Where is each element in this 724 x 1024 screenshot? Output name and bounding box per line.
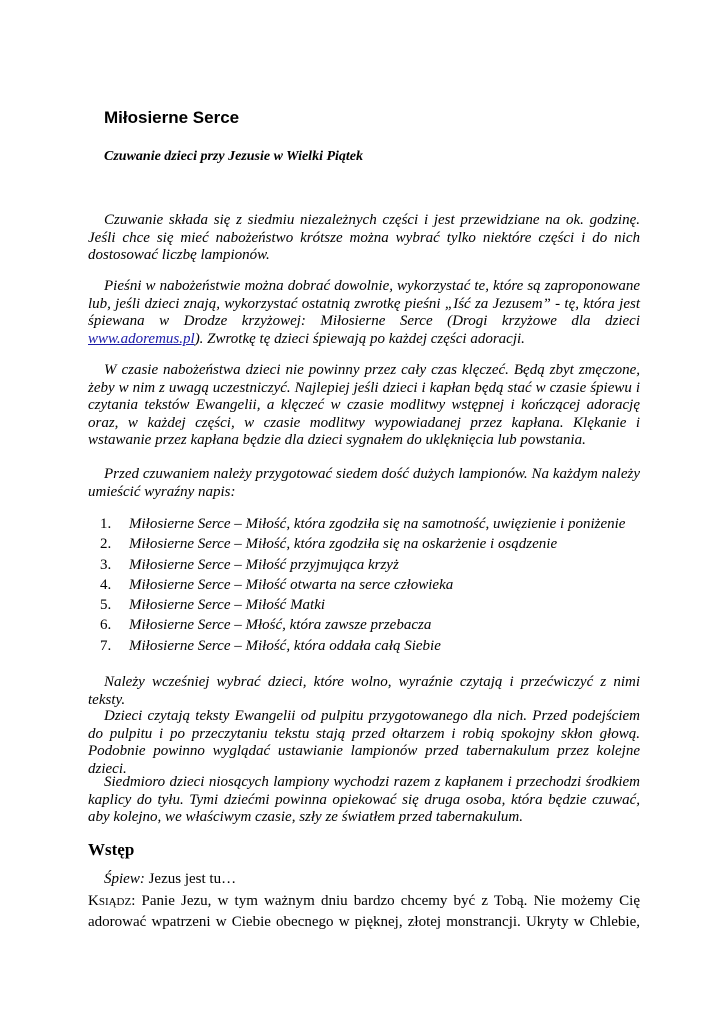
list-item-text: Miłosierne Serce – Miłość Matki: [129, 597, 326, 614]
list-item-text: Miłosierne Serce – Miłość otwarta na serce człowieka: [129, 576, 454, 593]
song-line: [104, 871, 236, 889]
list-item: [100, 555, 625, 575]
list-item-text: Miłosierne Serce – Miłość, która oddała całą Siebie: [129, 637, 441, 654]
gospel-reading-paragraph: Dzieci czytają teksty Ewangelii od pulpitu przygotowanego dla nich. Przed podejściem do pulpitu i po przeczytaniu tekstu stają przed ołtarzem i robią spokojny skłon głową. Podobnie powinno wyglądać ustawianie lampionów przed tabernakulum przez kolejne dzieci.: [88, 708, 640, 777]
list-item-number: 7.: [100, 637, 112, 654]
list-item: [100, 615, 625, 635]
list-item-number: 3.: [100, 556, 112, 573]
priest-speech: [88, 891, 640, 933]
songs-paragraph-text: Pieśni w nabożeństwie można dobrać dowolnie, wykorzystać te, które są zaproponowane lub, jeśli dzieci znają, wykorzystać ostatnią zwrotkę pieśni „Iść za Jezusem” - tę, która jest śpiewana w Drodze krzyżowej: Miłosierne Serce (Drogi krzyżowe dla dzieci: [88, 278, 640, 330]
songs-paragraph-tail: ). Zwrotkę tę dzieci śpiewają po każdej części adoracji.: [194, 330, 525, 347]
list-item-number: 5.: [100, 597, 112, 614]
list-item-text: Miłosierne Serce – Miłość przyjmująca krzyż: [129, 556, 399, 573]
priest-text: : Panie Jezu, w tym ważnym dniu bardzo chcemy być z Tobą. Nie możemy Cię adorować wpatrzeni w Ciebie obecnego w pięknej, złotej monstrancji. Ukryty w Chlebie,: [88, 893, 640, 930]
intro-paragraph: Czuwanie składa się z siedmiu niezależnych części i jest przewidziane na ok. godzinę. Jeśli chce się mieć nabożeństwo krótsze można wybrać tylko niektóre części i do nich dostosować liczbę lampionów.: [88, 212, 640, 264]
list-item-text: Miłosierne Serce – Miłość, która zgodziła się na samotność, uwięzienie i poniżenie: [129, 516, 626, 532]
list-item: [100, 534, 625, 554]
list-item: [100, 575, 625, 595]
list-item: [100, 636, 625, 656]
list-item-number: 1.: [100, 516, 112, 532]
song-label: Śpiew:: [104, 871, 145, 887]
list-item-text: Miłosierne Serce – Młość, która zawsze przebacza: [129, 617, 432, 634]
list-item-number: 4.: [100, 576, 112, 593]
adoremus-link[interactable]: www.adoremus.pl: [88, 330, 195, 347]
priest-label: Ksiądz: [88, 893, 132, 909]
list-item-number: 6.: [100, 617, 112, 634]
list-item-number: 2.: [100, 536, 112, 553]
lanterns-paragraph: Przed czuwaniem należy przygotować siedem dość dużych lampionów. Na każdym należy umieścić wyraźny napis:: [88, 466, 640, 500]
lantern-inscriptions-list: [100, 514, 625, 656]
procession-paragraph: Siedmioro dzieci niosących lampiony wychodzi razem z kapłanem i przechodzi środkiem kaplicy do tyłu. Tymi dziećmi powinna opiekować się druga osoba, która będzie czuwać, aby kolejno, we właściwym czasie, szły ze światłem przed tabernakulum.: [88, 774, 640, 826]
songs-paragraph: [88, 278, 640, 348]
document-subtitle: Czuwanie dzieci przy Jezusie w Wielki Piątek: [104, 149, 364, 164]
list-item: [100, 514, 625, 534]
readers-paragraph: Należy wcześniej wybrać dzieci, które wolno, wyraźnie czytają i przećwiczyć z nimi teksty.: [88, 674, 640, 708]
section-heading-wstep: Wstęp: [88, 840, 135, 859]
list-item: [100, 595, 625, 615]
kneeling-paragraph: W czasie nabożeństwa dzieci nie powinny przez cały czas klęczeć. Będą zbyt zmęczone, żeby w nim z uwagą uczestniczyć. Najlepiej jeśli dzieci i kapłan będą stać w czasie śpiewu i czytania tekstów Ewangelii, a klęczeć w czasie modlitwy wstępnej i kończącej adorację oraz, w każdej części, w czasie modlitwy wypowiadanej przez kapłana. Klękanie i wstawanie przez kapłana będzie dla dzieci sygnałem do uklęknięcia lub powstania.: [88, 362, 640, 449]
list-item-text: Miłosierne Serce – Miłość, która zgodziła się na oskarżenie i osądzenie: [129, 536, 558, 553]
document-title: Miłosierne Serce: [104, 108, 240, 127]
song-title: Jezus jest tu…: [144, 871, 237, 887]
